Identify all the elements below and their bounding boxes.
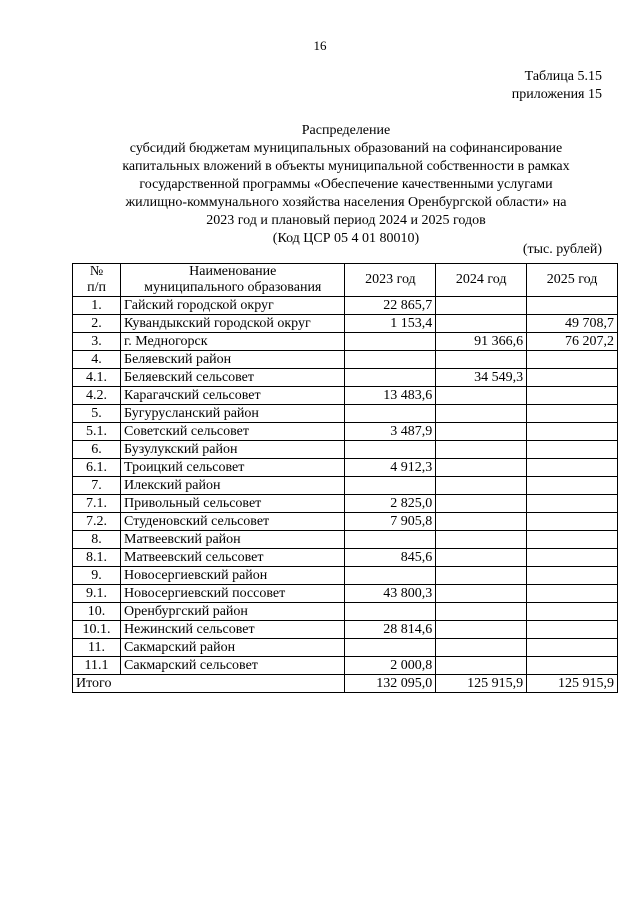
row-value-2025 <box>527 477 618 495</box>
row-number: 4.2. <box>73 387 121 405</box>
row-value-2025 <box>527 531 618 549</box>
row-value-2025 <box>527 297 618 315</box>
row-value-2025 <box>527 351 618 369</box>
row-value-2024 <box>436 621 527 639</box>
row-value-2023 <box>345 351 436 369</box>
row-number: 9.1. <box>73 585 121 603</box>
row-name: Карагачский сельсовет <box>121 387 345 405</box>
table-row <box>73 585 618 603</box>
row-value-2023: 1 153,4 <box>345 315 436 333</box>
row-name: Сакмарский сельсовет <box>121 657 345 675</box>
row-name: Нежинский сельсовет <box>121 621 345 639</box>
row-name: Новосергиевский район <box>121 567 345 585</box>
table-row <box>73 333 618 351</box>
total-2025: 125 915,9 <box>527 675 618 693</box>
row-value-2025 <box>527 549 618 567</box>
row-value-2025 <box>527 441 618 459</box>
header-number <box>73 264 121 297</box>
row-value-2024 <box>436 585 527 603</box>
header-number-line2: п/п <box>87 280 106 295</box>
row-number: 1. <box>73 297 121 315</box>
title-line: субсидий бюджетам муниципальных образований на софинансирование <box>129 141 563 156</box>
row-value-2025 <box>527 423 618 441</box>
header-number-line1: № <box>89 264 104 279</box>
row-value-2024 <box>436 657 527 675</box>
table-row <box>73 315 618 333</box>
row-name: Новосергиевский поссовет <box>121 585 345 603</box>
document-title <box>80 122 612 248</box>
row-number: 11.1 <box>73 657 121 675</box>
row-value-2025 <box>527 369 618 387</box>
row-value-2024 <box>436 513 527 531</box>
table-row <box>73 657 618 675</box>
row-number: 6.1. <box>73 459 121 477</box>
row-number: 7.1. <box>73 495 121 513</box>
table-row <box>73 621 618 639</box>
row-value-2023: 22 865,7 <box>345 297 436 315</box>
row-name: г. Медногорск <box>121 333 345 351</box>
total-label: Итого <box>73 675 345 693</box>
row-name: Матвеевский район <box>121 531 345 549</box>
table-row <box>73 297 618 315</box>
table-row <box>73 441 618 459</box>
row-value-2024 <box>436 441 527 459</box>
table-reference <box>512 68 602 104</box>
table-row <box>73 495 618 513</box>
row-number: 11. <box>73 639 121 657</box>
row-value-2023 <box>345 531 436 549</box>
row-name: Троицкий сельсовет <box>121 459 345 477</box>
row-value-2023 <box>345 639 436 657</box>
row-value-2023: 3 487,9 <box>345 423 436 441</box>
header-2023: 2023 год <box>345 264 436 297</box>
table-row <box>73 369 618 387</box>
row-value-2024 <box>436 297 527 315</box>
row-value-2024 <box>436 549 527 567</box>
title-line: капитальных вложений в объекты муниципальной собственности в рамках <box>122 159 570 174</box>
row-value-2025 <box>527 567 618 585</box>
table-row <box>73 549 618 567</box>
row-value-2024 <box>436 603 527 621</box>
row-number: 5. <box>73 405 121 423</box>
title-line: (Код ЦСР 05 4 01 80010) <box>272 231 420 246</box>
row-name: Оренбургский район <box>121 603 345 621</box>
row-name: Матвеевский сельсовет <box>121 549 345 567</box>
row-name: Студеновский сельсовет <box>121 513 345 531</box>
row-value-2023 <box>345 369 436 387</box>
table-row <box>73 513 618 531</box>
row-value-2023 <box>345 603 436 621</box>
row-number: 10. <box>73 603 121 621</box>
table-ref-line2: приложения 15 <box>511 87 602 102</box>
row-name: Илекский район <box>121 477 345 495</box>
units-label: (тыс. рублей) <box>522 242 602 257</box>
table-row <box>73 477 618 495</box>
row-value-2025 <box>527 513 618 531</box>
row-value-2024 <box>436 639 527 657</box>
row-value-2024 <box>436 567 527 585</box>
row-value-2024 <box>436 351 527 369</box>
title-line: Распределение <box>301 123 391 138</box>
total-row <box>73 675 618 693</box>
row-number: 2. <box>73 315 121 333</box>
row-name: Гайский городской округ <box>121 297 345 315</box>
row-value-2024: 34 549,3 <box>436 369 527 387</box>
row-value-2024 <box>436 405 527 423</box>
row-value-2023: 845,6 <box>345 549 436 567</box>
row-value-2023: 28 814,6 <box>345 621 436 639</box>
header-name-line2: муниципального образования <box>144 280 322 295</box>
row-value-2023: 13 483,6 <box>345 387 436 405</box>
row-name: Советский сельсовет <box>121 423 345 441</box>
table-row <box>73 639 618 657</box>
row-name: Кувандыкский городской округ <box>121 315 345 333</box>
row-name: Бузулукский район <box>121 441 345 459</box>
total-2024: 125 915,9 <box>436 675 527 693</box>
row-value-2025 <box>527 585 618 603</box>
title-line: 2023 год и плановый период 2024 и 2025 годов <box>206 213 486 228</box>
table-header-row <box>73 264 618 297</box>
row-number: 4. <box>73 351 121 369</box>
row-value-2024 <box>436 531 527 549</box>
table-row <box>73 531 618 549</box>
row-value-2024 <box>436 387 527 405</box>
row-value-2025: 49 708,7 <box>527 315 618 333</box>
row-value-2025 <box>527 405 618 423</box>
row-name: Бугурусланский район <box>121 405 345 423</box>
page-number: 16 <box>313 38 327 53</box>
row-name: Сакмарский район <box>121 639 345 657</box>
row-value-2023: 43 800,3 <box>345 585 436 603</box>
table-row <box>73 603 618 621</box>
header-name <box>121 264 345 297</box>
row-value-2024 <box>436 459 527 477</box>
subsidy-table <box>72 263 618 693</box>
header-2025: 2025 год <box>527 264 618 297</box>
row-value-2025 <box>527 495 618 513</box>
row-number: 7. <box>73 477 121 495</box>
row-value-2023 <box>345 441 436 459</box>
row-value-2025: 76 207,2 <box>527 333 618 351</box>
row-name: Привольный сельсовет <box>121 495 345 513</box>
row-number: 7.2. <box>73 513 121 531</box>
table-row <box>73 351 618 369</box>
row-value-2024 <box>436 315 527 333</box>
row-value-2024 <box>436 495 527 513</box>
row-value-2025 <box>527 657 618 675</box>
table-body <box>73 297 618 675</box>
row-value-2023 <box>345 333 436 351</box>
row-name: Беляевский сельсовет <box>121 369 345 387</box>
title-line: жилищно-коммунального хозяйства населения Оренбургской области» на <box>125 195 567 210</box>
row-number: 6. <box>73 441 121 459</box>
row-number: 4.1. <box>73 369 121 387</box>
header-name-line1: Наименование <box>189 264 277 279</box>
row-value-2023 <box>345 405 436 423</box>
row-value-2023 <box>345 477 436 495</box>
table-row <box>73 387 618 405</box>
table-row <box>73 423 618 441</box>
row-number: 9. <box>73 567 121 585</box>
row-number: 10.1. <box>73 621 121 639</box>
row-value-2023: 2 000,8 <box>345 657 436 675</box>
header-2024: 2024 год <box>436 264 527 297</box>
table-row <box>73 405 618 423</box>
row-value-2023: 4 912,3 <box>345 459 436 477</box>
row-value-2024: 91 366,6 <box>436 333 527 351</box>
title-line: государственной программы «Обеспечение качественными услугами <box>139 177 553 192</box>
row-number: 8.1. <box>73 549 121 567</box>
row-value-2024 <box>436 423 527 441</box>
row-value-2023: 2 825,0 <box>345 495 436 513</box>
row-name: Беляевский район <box>121 351 345 369</box>
row-value-2024 <box>436 477 527 495</box>
row-value-2025 <box>527 603 618 621</box>
table-row <box>73 459 618 477</box>
row-value-2025 <box>527 621 618 639</box>
row-value-2025 <box>527 459 618 477</box>
row-value-2023 <box>345 567 436 585</box>
table-row <box>73 567 618 585</box>
total-2023: 132 095,0 <box>345 675 436 693</box>
row-number: 3. <box>73 333 121 351</box>
row-value-2025 <box>527 639 618 657</box>
row-number: 8. <box>73 531 121 549</box>
row-number: 5.1. <box>73 423 121 441</box>
row-value-2025 <box>527 387 618 405</box>
table-ref-line1: Таблица 5.15 <box>524 69 602 84</box>
row-value-2023: 7 905,8 <box>345 513 436 531</box>
